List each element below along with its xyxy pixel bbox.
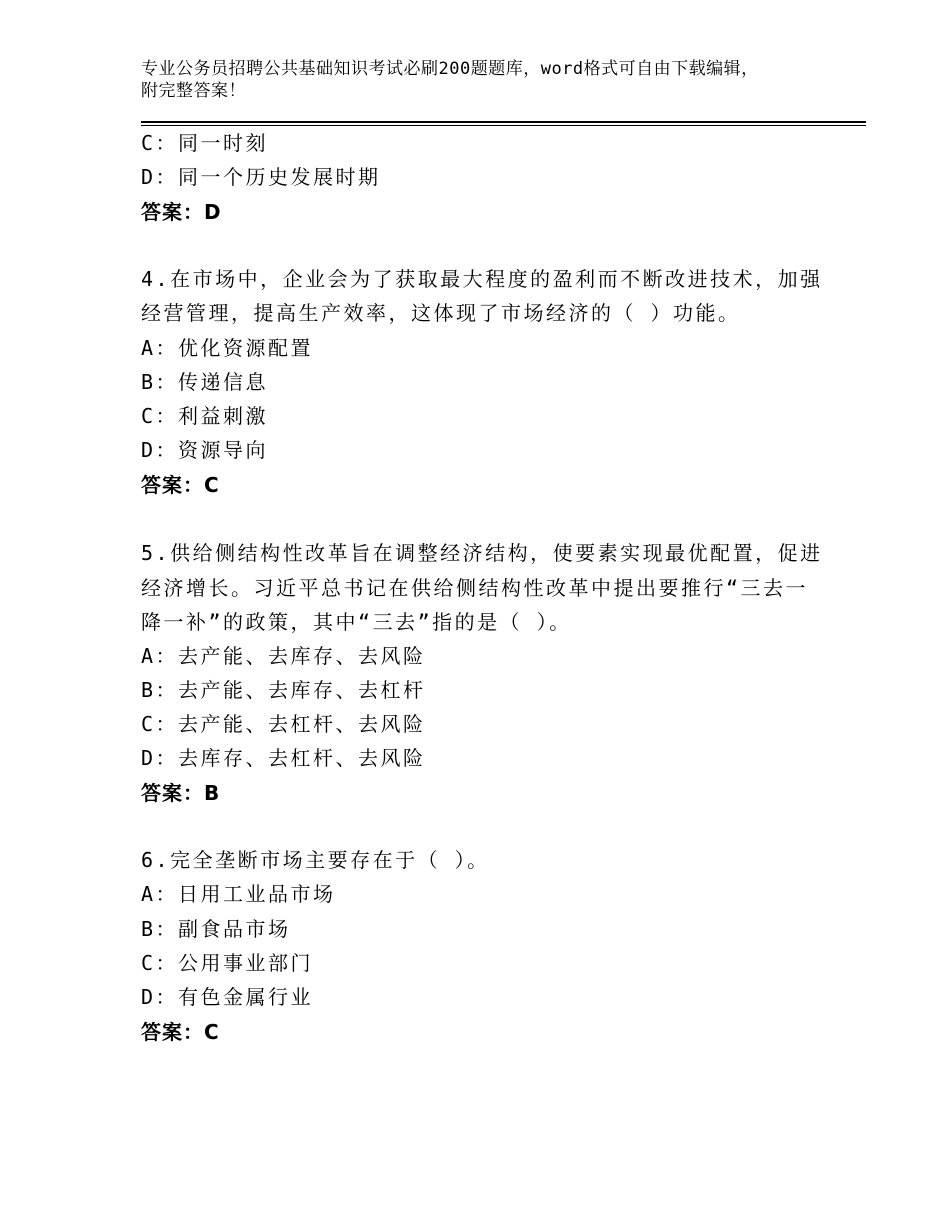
q6-option-c: C：公用事业部门 (141, 951, 314, 975)
q6-option-b: B：副食品市场 (141, 917, 291, 941)
page-header (141, 58, 841, 102)
q3-answer: 答案：D (141, 200, 222, 224)
header-line-1: 专业公务员招聘公共基础知识考试必刷200题题库，word格式可自由下载编辑， (141, 59, 759, 79)
q4-option-b: B：传递信息 (141, 370, 269, 394)
q4-stem-line-1: 4.在市场中，企业会为了获取最大程度的盈利而不断改进技术，加强 (141, 267, 823, 291)
q5-stem-line-2: 经济增长。习近平总书记在供给侧结构性改革中提出要推行“三去一 (141, 576, 809, 600)
q4-stem-line-2: 经营管理，提高生产效率，这体现了市场经济的（ ）功能。 (141, 301, 741, 325)
q6-stem-line-1: 6.完全垄断市场主要存在于（ ）。 (141, 848, 490, 872)
q6-option-d: D：有色金属行业 (141, 985, 314, 1009)
q5-option-c: C：去产能、去杠杆、去风险 (141, 712, 426, 736)
q4-answer: 答案：C (141, 473, 220, 497)
q6-answer: 答案：C (141, 1020, 220, 1044)
q4-option-a: A：优化资源配置 (141, 336, 314, 360)
q4-option-c: C：利益刺激 (141, 404, 269, 428)
q3-option-d: D：同一个历史发展时期 (141, 165, 381, 189)
q4-option-d: D：资源导向 (141, 438, 269, 462)
q5-option-a: A：去产能、去库存、去风险 (141, 644, 426, 668)
header-divider (141, 121, 866, 126)
q5-answer: 答案：B (141, 781, 221, 805)
q5-option-b: B：去产能、去库存、去杠杆 (141, 678, 426, 702)
q3-option-c: C：同一时刻 (141, 131, 269, 155)
q5-stem-line-1: 5.供给侧结构性改革旨在调整经济结构，使要素实现最优配置，促进 (141, 541, 823, 565)
header-line-2: 附完整答案！ (141, 81, 246, 101)
q5-stem-line-3: 降一补”的政策，其中“三去”指的是（ ）。 (141, 610, 572, 634)
q5-option-d: D：去库存、去杠杆、去风险 (141, 746, 426, 770)
q6-option-a: A：日用工业品市场 (141, 882, 336, 906)
